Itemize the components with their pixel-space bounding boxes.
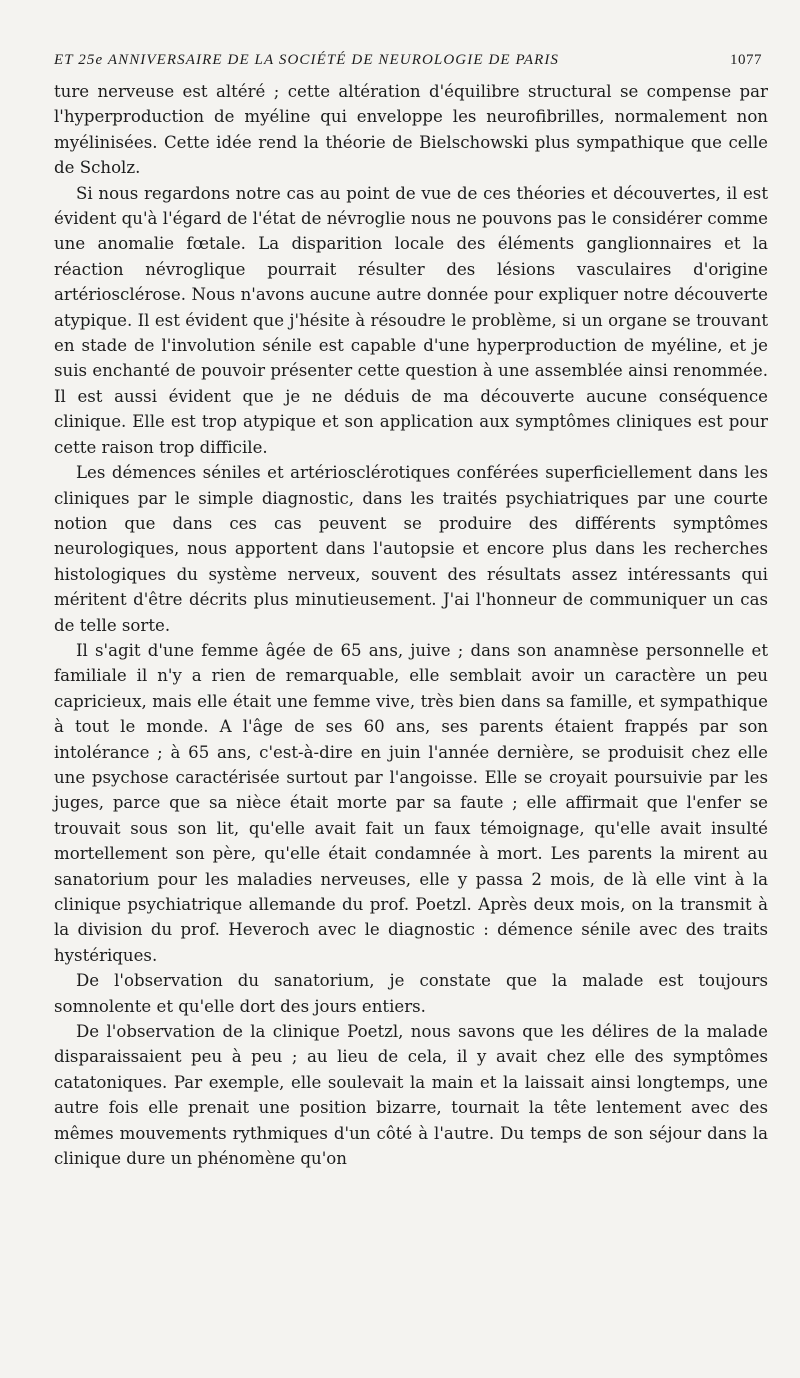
paragraph: De l'observation du sanatorium, je constate que la malade est toujours somnolente et qu'elle dort des jours entiers.: [54, 971, 768, 1016]
paragraph: Les démences séniles et artériosclérotiques conférées superficiellement dans les cliniques par le simple diagnostic, dans les traités psychiatriques par une courte notion que dans ces cas peuvent se produire des différents symptômes neurologiques, nous apportent dans l'autopsie et encore plus dans les recherches histologiques du système nerveux, souvent des résultats assez intéressants qui méritent d'être décrits plus minutieusement. J'ai l'honneur de communiquer un cas de telle sorte.: [54, 463, 768, 635]
paragraph: ture nerveuse est altéré ; cette altération d'équilibre structural se compense par l'hyperproduction de myéline qui enveloppe les neurofibrilles, normalement non myélinisées. Cette idée rend la théorie de Bielschowski plus sympathique que celle de Scholz.: [54, 82, 768, 178]
paragraph: Si nous regardons notre cas au point de vue de ces théories et découvertes, il est évident qu'à l'égard de l'état de névroglie nous ne pouvons pas le considérer comme une anomalie fœtale. La disparition locale des éléments ganglionnaires et la réaction névroglique pourrait résulter des lésions vasculaires d'origine artériosclérose. Nous n'avons aucune autre donnée pour expliquer notre découverte atypique. Il est évident que j'hésite à résoudre le problème, si un organe se trouvant en stade de l'involution sénile est capable d'une hyperproduction de myéline, et je suis enchanté de pouvoir présenter cette question à une assemblée ainsi renommée. Il est aussi évident que je ne déduis de ma découverte aucune conséquence clinique. Elle est trop atypique et son application aux symptômes cliniques est pour cette raison trop difficile.: [54, 183, 768, 457]
paragraph: De l'observation de la clinique Poetzl, nous savons que les délires de la malade disparaissaient peu à peu ; au lieu de cela, il y avait chez elle des symptômes catatoniques. Par exemple, elle soulevait la main et la laissait ainsi longtemps, une autre fois elle prenait une position bizarre, tournait la tête lentement avec des mêmes mouvements rythmiques d'un côté à l'autre. Du temps de son séjour dans la clinique dure un phénomène qu'on: [54, 1022, 768, 1169]
running-header: [54, 52, 768, 69]
running-header-title: ET 25e ANNIVERSAIRE DE LA SOCIÉTÉ DE NEUROLOGIE DE PARIS: [54, 52, 560, 68]
page-number: 1077: [730, 52, 762, 68]
body-text: [54, 79, 768, 1171]
paragraph: Il s'agit d'une femme âgée de 65 ans, juive ; dans son anamnèse personnelle et familiale il n'y a rien de remarquable, elle semblait avoir un caractère un peu capricieux, mais elle était une femme vive, très bien dans sa famille, et sympathique à tout le monde. A l'âge de ses 60 ans, ses parents étaient frappés par son intolérance ; à 65 ans, c'est-à-dire en juin l'année dernière, se produisit chez elle une psychose caractérisée surtout par l'angoisse. Elle se croyait poursuivie par les juges, parce que sa nièce était morte par sa faute ; elle affirmait que l'enfer se trouvait sous son lit, qu'elle avait fait un faux témoignage, qu'elle avait insulté mortellement son père, qu'elle était condamnée à mort. Les parents la mirent au sanatorium pour les maladies nerveuses, elle y passa 2 mois, de là elle vint à la clinique psychiatrique allemande du prof. Poetzl. Après deux mois, on la transmit à la division du prof. Heveroch avec le diagnostic : démence sénile avec des traits hystériques.: [54, 640, 768, 965]
